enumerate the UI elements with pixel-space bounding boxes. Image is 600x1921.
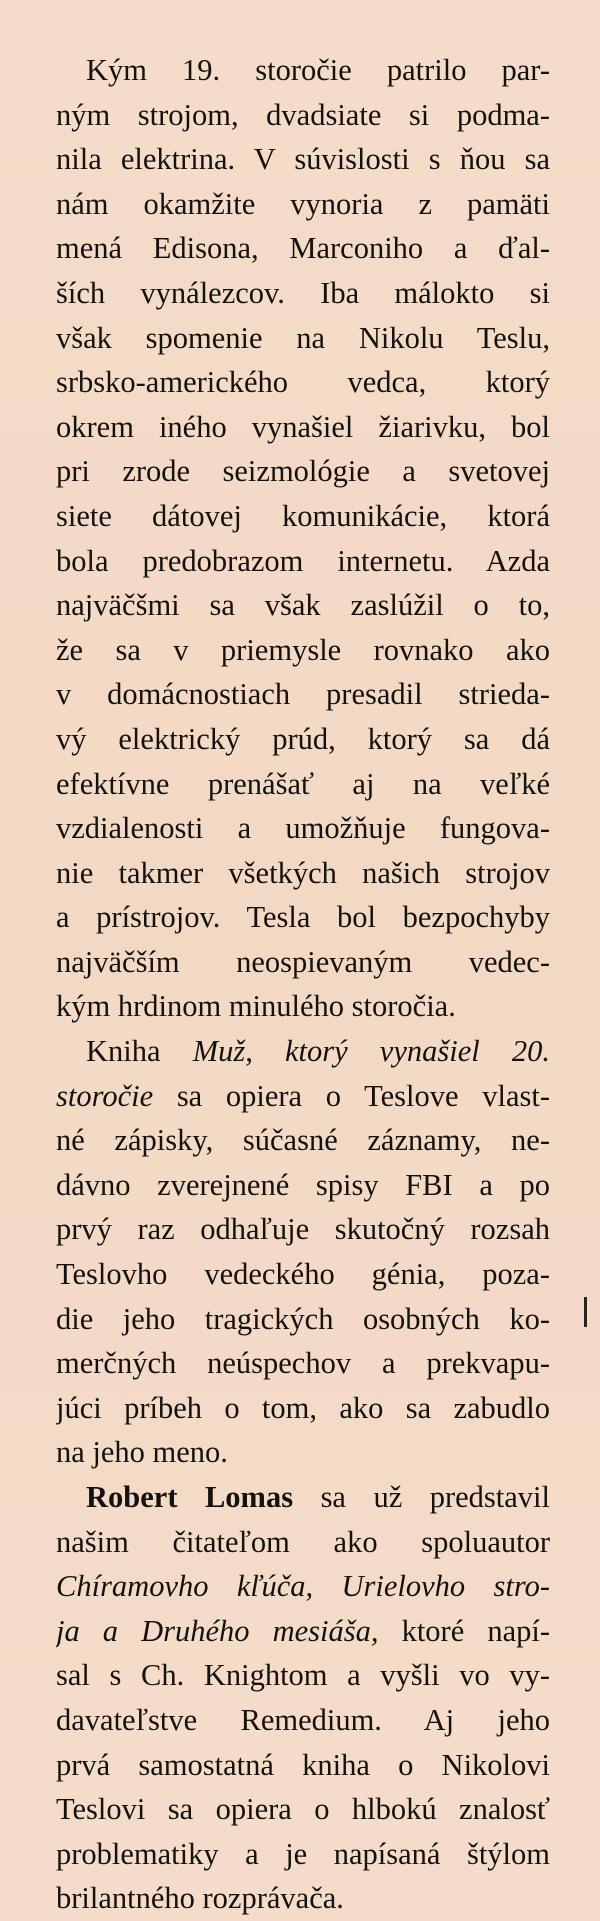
text-run: pri zrode seizmológie a svetovej [56, 454, 550, 489]
text-line [56, 271, 550, 316]
italic-text: Muž, ktorý vynašiel 20. [192, 1034, 550, 1069]
text-line [56, 1564, 550, 1609]
text-line [56, 1832, 550, 1877]
text-run: vzdialenosti a umožňuje fungova- [56, 811, 550, 846]
text-line [56, 895, 550, 940]
text-run: že sa v priemysle rovnako ako [56, 632, 550, 667]
text-run: okrem iného vynašiel žiarivku, bol [56, 409, 550, 444]
text-line [56, 1163, 550, 1208]
bold-text: Robert Lomas [86, 1480, 294, 1514]
text-run: ktoré napí- [378, 1613, 550, 1648]
text-run: júci príbeh o tom, ako sa zabudlo [56, 1390, 550, 1425]
text-line [56, 1207, 550, 1252]
text-run: ších vynálezcov. Iba málokto si [56, 275, 550, 310]
text-line [56, 182, 550, 227]
text-line [56, 1520, 550, 1565]
italic-text: ja a Druhého mesiáša, [56, 1613, 379, 1648]
text-run: die jeho tragických osobných ko- [56, 1301, 550, 1336]
text-line [56, 226, 550, 271]
text-run: vý elektrický prúd, ktorý sa dá [56, 721, 550, 756]
text-line [56, 1653, 550, 1698]
text-run: sa už predstavil [293, 1480, 550, 1514]
text-run: nila elektrina. V súvislosti s ňou sa [56, 142, 550, 177]
text-run: najväčšmi sa však zaslúžil o to, [56, 588, 550, 623]
text-run: sal s Ch. Knightom a vyšli vo vy- [56, 1658, 550, 1693]
text-run: merčných neúspechov a prekvapu- [56, 1346, 550, 1381]
text-run: našim čitateľom ako spoluautor [56, 1524, 550, 1559]
text-run: Kým 19. storočie patrilo par- [86, 53, 550, 87]
text-run: sa opiera o Teslove vlast- [153, 1078, 550, 1113]
text-line [56, 762, 550, 807]
text-line [56, 1698, 550, 1743]
paragraph-3 [56, 1475, 550, 1921]
italic-text: Chíramovho kľúča, Urielovho stro- [56, 1569, 550, 1604]
text-line [56, 1430, 550, 1475]
paragraph-2 [56, 1029, 550, 1475]
text-line [56, 672, 550, 717]
text-line [56, 405, 550, 450]
text-run: prvý raz odhaľuje skutočný rozsah [56, 1212, 550, 1247]
text-run: bola predobrazom internetu. Azda [56, 543, 550, 578]
margin-mark [584, 1297, 587, 1327]
text-line [56, 1341, 550, 1386]
paragraph-1 [56, 48, 550, 1029]
text-line [56, 316, 550, 361]
text-line [56, 137, 550, 182]
text-line [56, 984, 550, 1029]
text-line [56, 1876, 550, 1921]
text-run: srbsko-amerického vedca, ktorý [56, 365, 550, 400]
text-run: brilantného rozprávača. [56, 1881, 344, 1916]
text-run: ným strojom, dvadsiate si podma- [56, 97, 550, 132]
text-run: davateľstve Remedium. Aj jeho [56, 1702, 550, 1737]
text-line [56, 1118, 550, 1163]
text-line [56, 851, 550, 896]
text-run: Kniha [86, 1034, 193, 1069]
text-line [56, 940, 550, 985]
text-run: nám okamžite vynoria z pamäti [56, 186, 550, 221]
text-line [56, 494, 550, 539]
text-line [56, 717, 550, 762]
text-line [56, 806, 550, 851]
text-line [56, 93, 550, 138]
text-run: v domácnostiach presadil strieda- [56, 677, 550, 712]
text-line [56, 628, 550, 673]
text-line [56, 1475, 550, 1520]
text-line [56, 1743, 550, 1788]
blurb-text-column [56, 48, 550, 1921]
text-run: Teslovho vedeckého génia, poza- [56, 1257, 550, 1292]
text-line [56, 1297, 550, 1342]
text-run: mená Edisona, Marconiho a ďal- [56, 231, 550, 266]
text-run: né zápisky, súčasné záznamy, ne- [56, 1123, 550, 1158]
text-run: dávno zverejnené spisy FBI a po [56, 1167, 550, 1202]
text-run: nie takmer všetkých našich strojov [56, 855, 550, 890]
text-run: na jeho meno. [56, 1435, 228, 1470]
text-line [56, 1386, 550, 1431]
text-line [56, 1252, 550, 1297]
text-run: prvá samostatná kniha o Nikolovi [56, 1747, 550, 1782]
text-run: Teslovi sa opiera o hlbokú znalosť [56, 1792, 550, 1827]
italic-text: storočie [56, 1078, 154, 1113]
text-line [56, 1029, 550, 1074]
text-line [56, 1074, 550, 1119]
text-run: siete dátovej komunikácie, ktorá [56, 498, 550, 533]
text-run: kým hrdinom minulého storočia. [56, 989, 456, 1024]
text-run: najväčším neospievaným vedec- [56, 944, 550, 979]
text-run: a prístrojov. Tesla bol bezpochyby [56, 900, 550, 935]
text-line [56, 48, 550, 93]
text-line [56, 449, 550, 494]
text-run: problematiky a je napísaná štýlom [56, 1836, 550, 1871]
text-run: však spomenie na Nikolu Teslu, [56, 320, 550, 355]
text-line [56, 539, 550, 584]
text-run: efektívne prenášať aj na veľké [56, 766, 550, 801]
text-line [56, 1609, 550, 1654]
text-line [56, 1787, 550, 1832]
text-line [56, 583, 550, 628]
text-line [56, 360, 550, 405]
